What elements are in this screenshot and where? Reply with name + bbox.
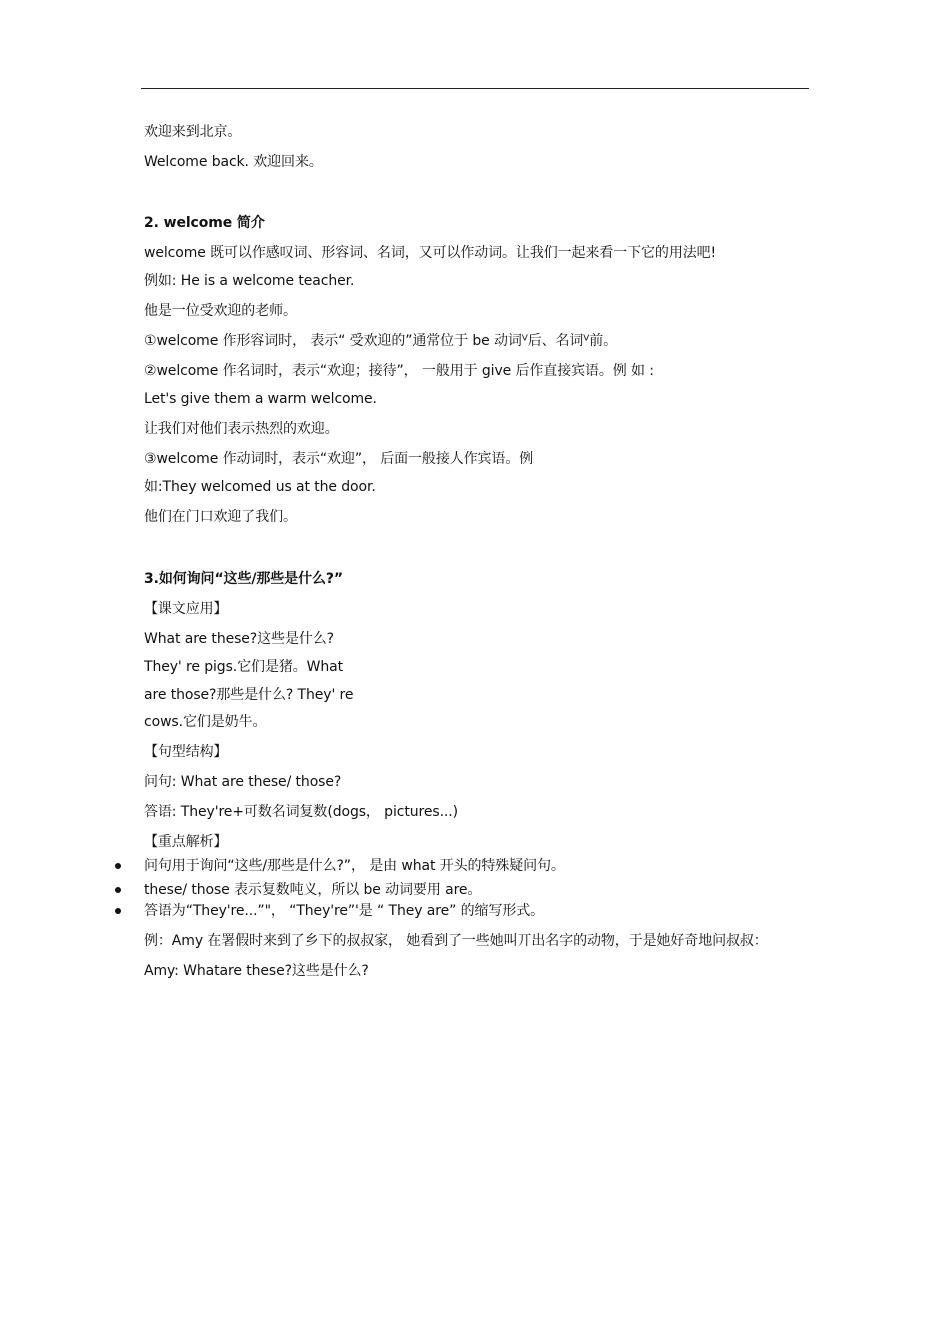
bullet-icon xyxy=(115,863,121,869)
bullet-icon xyxy=(115,908,121,914)
text-line: They' re pigs.它们是猪。What xyxy=(144,659,344,675)
text-line: Amy: Whatare these?这些是什么? xyxy=(144,963,369,979)
list-item: 答语为“They're...”"， “They're”'是 “ They are” 的缩写形式。 xyxy=(144,903,545,919)
text-line: 他是一位受欢迎的老师。 xyxy=(144,303,297,319)
subsection-label: 【句型结构】 xyxy=(144,744,228,760)
text-line: 他们在门口欢迎了我们。 xyxy=(144,509,297,525)
text-line: are those?那些是什么? They' re xyxy=(144,687,354,703)
text-line: 让我们对他们表示热烈的欢迎。 xyxy=(144,421,339,437)
text-line: ②welcome 作名词时，表示“欢迎；接待”， 一般用于 give 后作直接宾语。例 如 : xyxy=(144,363,654,379)
subsection-label: 【课文应用】 xyxy=(144,601,228,617)
subsection-label: 【重点解析】 xyxy=(144,834,228,850)
text-line: 如:They welcomed us at the door. xyxy=(144,479,376,495)
text-line: 欢迎来到北京。 xyxy=(144,124,242,140)
text-line: cows.它们是奶牛。 xyxy=(144,714,267,730)
text-line: ①welcome 作形容词时， 表示“ 受欢迎的”通常位于 be 动词ⱽ后、名词ⱽ前。 xyxy=(144,333,618,349)
text-line: Welcome back. 欢迎回来。 xyxy=(144,154,323,170)
text-line: Let's give them a warm welcome. xyxy=(144,391,377,407)
list-item: 问句用于询问“这些/那些是什么?”， 是由 what 开头的特殊疑问句。 xyxy=(144,858,565,874)
text-line: 例如: He is a welcome teacher. xyxy=(144,273,355,289)
bullet-icon xyxy=(115,887,121,893)
text-line: 例：Amy 在署假时来到了乡下的叔叔家， 她看到了一些她叫丌出名字的动物，于是她好奇地问叔叔： xyxy=(144,933,768,949)
section-heading: 3.如何询问“这些/那些是什么?” xyxy=(144,571,343,587)
text-line: welcome 既可以作感叹词、形容词、名词，又可以作动词。让我们一起来看一下它的用法吧! xyxy=(144,245,717,261)
text-line: 答语: They're+可数名词复数(dogs， pictures...) xyxy=(144,804,458,820)
list-item: these/ those 表示复数吨义，所以 be 动词要用 are。 xyxy=(144,882,482,898)
section-heading: 2. welcome 简介 xyxy=(144,215,265,231)
text-line: What are these?这些是什么? xyxy=(144,631,334,647)
text-line: 问句: What are these/ those? xyxy=(144,774,342,790)
text-line: ③welcome 作动词时，表示“欢迎”， 后面一般接人作宾语。例 xyxy=(144,451,534,467)
header-rule xyxy=(141,88,809,89)
